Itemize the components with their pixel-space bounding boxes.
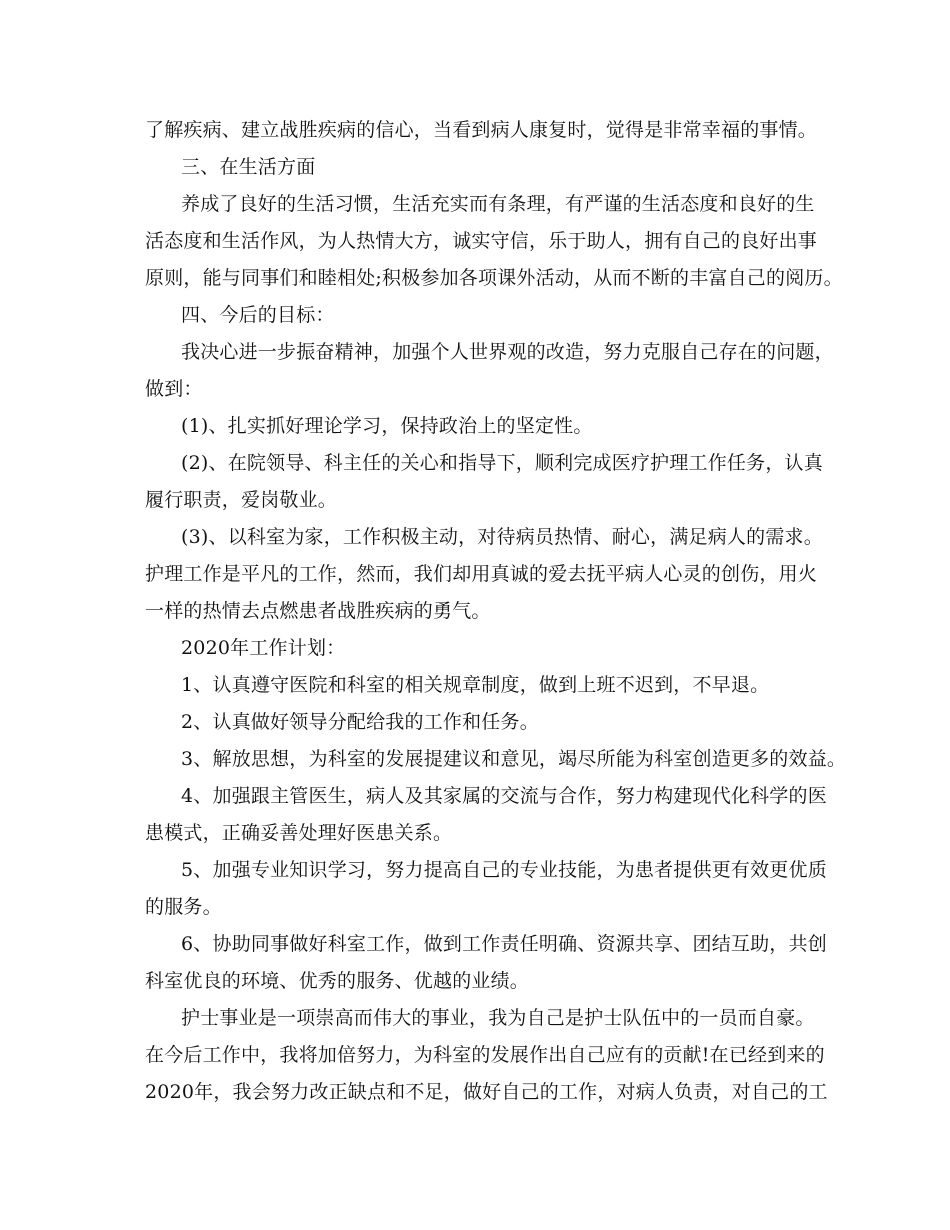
- list-item: 1、认真遵守医院和科室的相关规章制度，做到上班不迟到，不早退。: [181, 674, 770, 696]
- list-item: (2)、在院领导、科主任的关心和指导下，顺利完成医疗护理工作任务，认真: [181, 452, 823, 474]
- text-line: 活态度和生活作风，为人热情大方，诚实守信，乐于助人，拥有自己的良好出事: [145, 230, 818, 252]
- text-line: 做到：: [145, 378, 203, 400]
- list-item: (1)、扎实抓好理论学习，保持政治上的坚定性。: [181, 415, 593, 437]
- text-line: 我决心进一步振奋精神，加强个人世界观的改造，努力克服自己存在的问题，: [181, 341, 834, 363]
- list-item: (3)、以科室为家，工作积极主动，对待病员热情、耐心，满足病人的需求。: [181, 526, 823, 548]
- text-line: 原则，能与同事们和睦相处;积极参加各项课外活动，从而不断的丰富自己的阅历。: [145, 267, 843, 289]
- text-line: 护士事业是一项崇高而伟大的事业，我为自己是护士队伍中的一员而自豪。: [181, 1007, 815, 1029]
- section-heading-life: 三、在生活方面: [181, 156, 316, 178]
- section-heading-goals: 四、今后的目标：: [181, 304, 335, 326]
- text-line: 在今后工作中，我将加倍努力，为科室的发展作出自己应有的贡献!在已经到来的: [145, 1044, 825, 1066]
- list-item: 2、认真做好领导分配给我的工作和任务。: [181, 711, 539, 733]
- text-line: 养成了良好的生活习惯，生活充实而有条理，有严谨的生活态度和良好的生: [181, 193, 815, 215]
- text-line: 患模式，正确妥善处理好医患关系。: [145, 822, 453, 844]
- text-line: 了解疾病、建立战胜疾病的信心，当看到病人康复时，觉得是非常幸福的事情。: [145, 119, 818, 141]
- list-item: 5、加强专业知识学习，努力提高自己的专业技能，为患者提供更有效更优质: [181, 859, 827, 881]
- text-line: 一样的热情去点燃患者战胜疾病的勇气。: [145, 600, 491, 622]
- text-line: 2020年，我会努力改正缺点和不足，做好自己的工作，对病人负责，对自己的工: [145, 1081, 828, 1103]
- text-line: 护理工作是平凡的工作，然而，我们却用真诚的爱去抚平病人心灵的创伤，用火: [145, 563, 818, 585]
- list-item: 4、加强跟主管医生，病人及其家属的交流与合作，努力构建现代化科学的医: [181, 785, 827, 807]
- list-item: 3、解放思想，为科室的发展提建议和意见，竭尽所能为科室创造更多的效益。: [181, 748, 847, 770]
- list-item: 6、协助同事做好科室工作，做到工作责任明确、资源共享、团结互助，共创: [181, 933, 827, 955]
- section-heading-plan: 2020年工作计划：: [181, 637, 346, 659]
- text-line: 的服务。: [145, 896, 222, 918]
- text-line: 科室优良的环境、优秀的服务、优越的业绩。: [145, 970, 530, 992]
- text-line: 履行职责，爱岗敬业。: [145, 489, 338, 511]
